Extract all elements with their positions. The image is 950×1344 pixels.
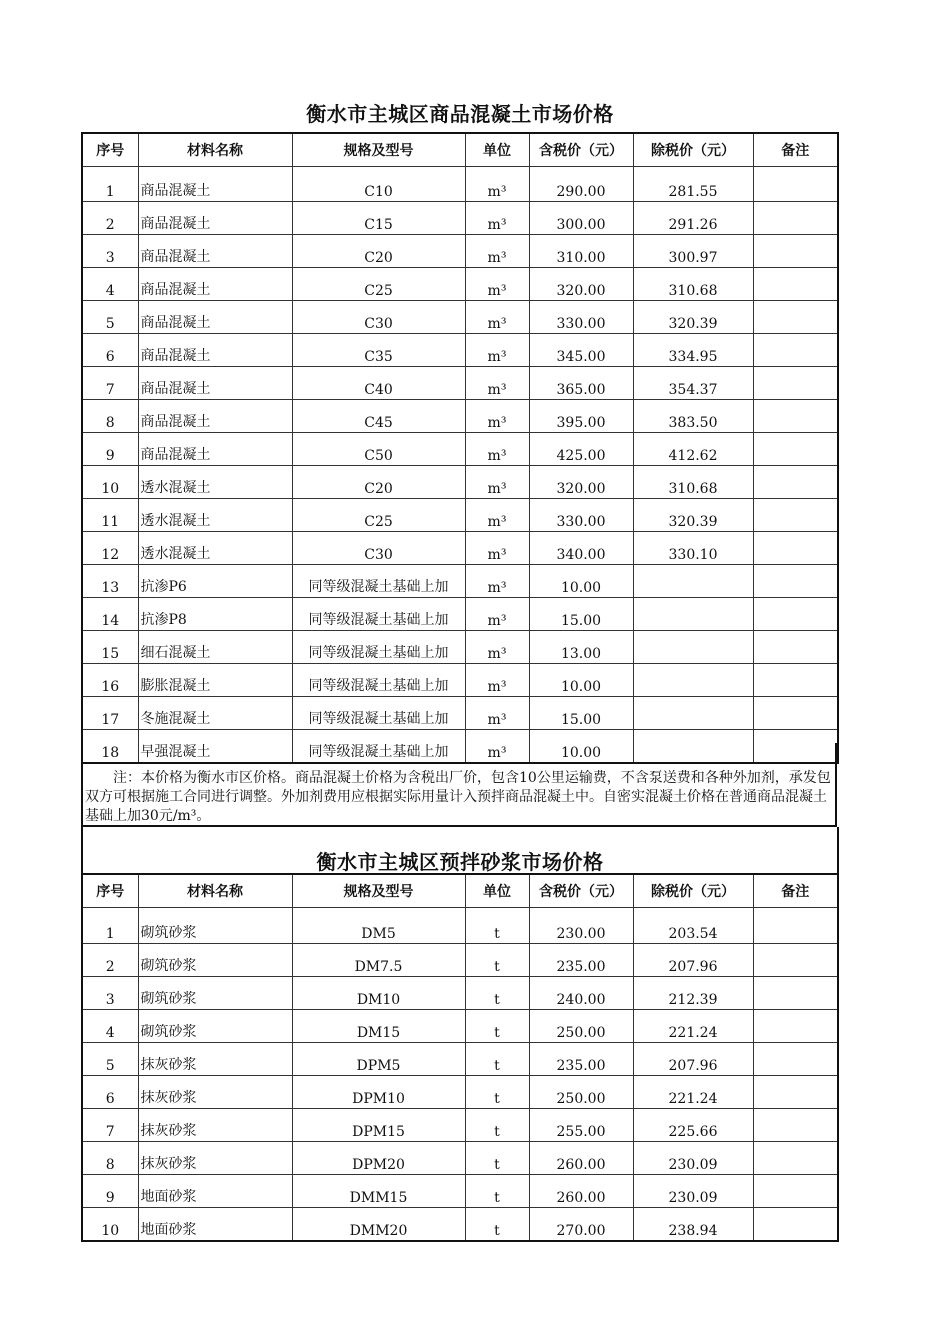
price-without-tax-cell [633,631,753,664]
remark-cell [753,400,838,433]
spec-model-cell: DM7.5 [292,944,465,977]
spec-model-cell: DPM15 [292,1109,465,1142]
price-with-tax-cell: 255.00 [529,1109,633,1142]
price-without-tax-cell: 230.09 [633,1142,753,1175]
header-no: 序号 [82,133,138,167]
mortar-table-body [82,908,838,1242]
header-note: 备注 [753,133,838,167]
unit-cell: m³ [465,565,529,598]
material-name-cell: 膨胀混凝土 [138,664,292,697]
unit-cell: t [465,1010,529,1043]
row-number-cell: 2 [82,202,138,235]
row-number-cell: 15 [82,631,138,664]
table-row [82,1175,838,1208]
material-name-cell: 细石混凝土 [138,631,292,664]
price-with-tax-cell: 235.00 [529,1043,633,1076]
row-number-cell: 4 [82,268,138,301]
mortar-price-table [81,873,839,1242]
table-row [82,268,838,301]
mortar-title-area [81,827,839,873]
price-without-tax-cell: 320.39 [633,301,753,334]
unit-cell: m³ [465,499,529,532]
row-number-cell: 6 [82,1076,138,1109]
price-without-tax-cell: 291.26 [633,202,753,235]
spec-model-cell: C25 [292,268,465,301]
material-name-cell: 商品混凝土 [138,334,292,367]
row-number-cell: 5 [82,1043,138,1076]
material-name-cell: 地面砂浆 [138,1208,292,1242]
row-number-cell: 5 [82,301,138,334]
remark-cell [753,908,838,944]
unit-cell: t [465,1208,529,1242]
material-name-cell: 早强混凝土 [138,730,292,764]
concrete-footnote: 注：本价格为衡水市区价格。商品混凝土价格为含税出厂价，包含10公里运输费，不含泵送费和各种外加剂，承发包双方可根据施工合同进行调整。外加剂费用应根据实际用量计入预拌商品混凝土中。自密实混凝土价格在普通商品混凝土基础上加30元/m³。 [81,743,837,827]
price-with-tax-cell: 310.00 [529,235,633,268]
row-number-cell: 10 [82,466,138,499]
price-with-tax-cell: 320.00 [529,268,633,301]
remark-cell [753,202,838,235]
material-name-cell: 砌筑砂浆 [138,1010,292,1043]
row-number-cell: 18 [82,730,138,764]
table-row [82,1043,838,1076]
price-without-tax-cell: 412.62 [633,433,753,466]
material-name-cell: 透水混凝土 [138,499,292,532]
row-number-cell: 14 [82,598,138,631]
unit-cell: m³ [465,598,529,631]
unit-cell: m³ [465,268,529,301]
row-number-cell: 17 [82,697,138,730]
spec-model-cell: 同等级混凝土基础上加 [292,631,465,664]
material-name-cell: 砌筑砂浆 [138,977,292,1010]
material-name-cell: 商品混凝土 [138,268,292,301]
concrete-header-row [82,133,838,167]
row-number-cell: 1 [82,908,138,944]
price-with-tax-cell: 365.00 [529,367,633,400]
remark-cell [753,1076,838,1109]
spec-model-cell: 同等级混凝土基础上加 [292,664,465,697]
remark-cell [753,532,838,565]
table-row [82,301,838,334]
material-name-cell: 砌筑砂浆 [138,908,292,944]
unit-cell: m³ [465,167,529,202]
spec-model-cell: C25 [292,499,465,532]
row-number-cell: 13 [82,565,138,598]
material-name-cell: 冬施混凝土 [138,697,292,730]
price-with-tax-cell: 15.00 [529,697,633,730]
material-name-cell: 抹灰砂浆 [138,1142,292,1175]
header-price-net: 除税价（元） [633,133,753,167]
spec-model-cell: C20 [292,466,465,499]
remark-cell [753,334,838,367]
table-row [82,433,838,466]
unit-cell: t [465,1142,529,1175]
material-name-cell: 地面砂浆 [138,1175,292,1208]
table-row [82,1142,838,1175]
price-with-tax-cell: 395.00 [529,400,633,433]
spec-model-cell: DMM15 [292,1175,465,1208]
unit-cell: m³ [465,697,529,730]
remark-cell [753,1208,838,1242]
remark-cell [753,944,838,977]
remark-cell [753,367,838,400]
spec-model-cell: DPM20 [292,1142,465,1175]
material-name-cell: 抗渗P6 [138,565,292,598]
table-row [82,235,838,268]
spec-model-cell: DM5 [292,908,465,944]
table-row [82,1208,838,1242]
price-with-tax-cell: 230.00 [529,908,633,944]
table-row [82,944,838,977]
unit-cell: m³ [465,400,529,433]
unit-cell: m³ [465,334,529,367]
price-without-tax-cell: 225.66 [633,1109,753,1142]
unit-cell: t [465,1109,529,1142]
spec-model-cell: DPM5 [292,1043,465,1076]
mortar-title: 衡水市主城区预拌砂浆市场价格 [316,850,604,874]
price-with-tax-cell: 15.00 [529,598,633,631]
price-without-tax-cell: 207.96 [633,944,753,977]
remark-cell [753,433,838,466]
header-unit: 单位 [465,874,529,908]
price-without-tax-cell: 238.94 [633,1208,753,1242]
spec-model-cell: C45 [292,400,465,433]
spec-model-cell: C35 [292,334,465,367]
remark-cell [753,664,838,697]
row-number-cell: 3 [82,977,138,1010]
price-without-tax-cell: 310.68 [633,466,753,499]
unit-cell: m³ [465,301,529,334]
table-row [82,598,838,631]
table-row [82,499,838,532]
row-number-cell: 11 [82,499,138,532]
unit-cell: m³ [465,466,529,499]
table-row [82,532,838,565]
price-with-tax-cell: 340.00 [529,532,633,565]
remark-cell [753,235,838,268]
remark-cell [753,565,838,598]
unit-cell: m³ [465,202,529,235]
row-number-cell: 7 [82,367,138,400]
price-without-tax-cell: 212.39 [633,977,753,1010]
unit-cell: t [465,1076,529,1109]
remark-cell [753,1043,838,1076]
price-without-tax-cell [633,664,753,697]
price-with-tax-cell: 10.00 [529,664,633,697]
row-number-cell: 7 [82,1109,138,1142]
header-note: 备注 [753,874,838,908]
spec-model-cell: C20 [292,235,465,268]
material-name-cell: 抹灰砂浆 [138,1109,292,1142]
material-name-cell: 商品混凝土 [138,235,292,268]
row-number-cell: 1 [82,167,138,202]
price-without-tax-cell: 230.09 [633,1175,753,1208]
unit-cell: t [465,1043,529,1076]
table-row [82,697,838,730]
remark-cell [753,977,838,1010]
price-without-tax-cell: 207.96 [633,1043,753,1076]
price-with-tax-cell: 260.00 [529,1175,633,1208]
header-name: 材料名称 [138,133,292,167]
price-with-tax-cell: 425.00 [529,433,633,466]
price-without-tax-cell: 281.55 [633,167,753,202]
header-price-tax: 含税价（元） [529,133,633,167]
material-name-cell: 商品混凝土 [138,433,292,466]
table-row [82,167,838,202]
table-row [82,466,838,499]
header-unit: 单位 [465,133,529,167]
unit-cell: m³ [465,631,529,664]
table-row [82,631,838,664]
material-name-cell: 商品混凝土 [138,400,292,433]
row-number-cell: 10 [82,1208,138,1242]
unit-cell: t [465,1175,529,1208]
price-with-tax-cell: 10.00 [529,730,633,764]
price-without-tax-cell [633,697,753,730]
row-number-cell: 8 [82,400,138,433]
spec-model-cell: DM15 [292,1010,465,1043]
material-name-cell: 抹灰砂浆 [138,1076,292,1109]
price-with-tax-cell: 250.00 [529,1076,633,1109]
header-spec: 规格及型号 [292,874,465,908]
material-name-cell: 抗渗P8 [138,598,292,631]
unit-cell: m³ [465,367,529,400]
price-without-tax-cell: 334.95 [633,334,753,367]
material-name-cell: 商品混凝土 [138,167,292,202]
table-row [82,565,838,598]
price-with-tax-cell: 300.00 [529,202,633,235]
price-with-tax-cell: 250.00 [529,1010,633,1043]
price-without-tax-cell [633,565,753,598]
table-row [82,334,838,367]
remark-cell [753,167,838,202]
row-number-cell: 8 [82,1142,138,1175]
price-without-tax-cell: 203.54 [633,908,753,944]
material-name-cell: 透水混凝土 [138,466,292,499]
price-with-tax-cell: 290.00 [529,167,633,202]
row-number-cell: 3 [82,235,138,268]
spec-model-cell: DM10 [292,977,465,1010]
price-without-tax-cell: 221.24 [633,1010,753,1043]
remark-cell [753,598,838,631]
unit-cell: t [465,944,529,977]
row-number-cell: 9 [82,1175,138,1208]
table-row [82,400,838,433]
unit-cell: m³ [465,433,529,466]
spec-model-cell: C40 [292,367,465,400]
remark-cell [753,499,838,532]
header-name: 材料名称 [138,874,292,908]
row-number-cell: 6 [82,334,138,367]
price-with-tax-cell: 260.00 [529,1142,633,1175]
row-number-cell: 9 [82,433,138,466]
price-without-tax-cell: 221.24 [633,1076,753,1109]
mortar-header-row [82,874,838,908]
row-number-cell: 4 [82,1010,138,1043]
table-row [82,1010,838,1043]
price-without-tax-cell: 383.50 [633,400,753,433]
header-price-net: 除税价（元） [633,874,753,908]
price-without-tax-cell: 330.10 [633,532,753,565]
remark-cell [753,1175,838,1208]
concrete-table-body [82,167,838,764]
remark-cell [753,1109,838,1142]
remark-cell [753,466,838,499]
spec-model-cell: C50 [292,433,465,466]
remark-cell [753,631,838,664]
concrete-price-table [81,132,839,764]
table-row [82,1109,838,1142]
material-name-cell: 透水混凝土 [138,532,292,565]
material-name-cell: 砌筑砂浆 [138,944,292,977]
spec-model-cell: C10 [292,167,465,202]
remark-cell [753,697,838,730]
price-with-tax-cell: 10.00 [529,565,633,598]
table-row [82,367,838,400]
table-row [82,977,838,1010]
price-without-tax-cell: 354.37 [633,367,753,400]
price-with-tax-cell: 270.00 [529,1208,633,1242]
price-with-tax-cell: 13.00 [529,631,633,664]
price-without-tax-cell [633,598,753,631]
spec-model-cell: C30 [292,532,465,565]
remark-cell [753,301,838,334]
material-name-cell: 商品混凝土 [138,301,292,334]
table-row [82,908,838,944]
row-number-cell: 16 [82,664,138,697]
price-without-tax-cell: 310.68 [633,268,753,301]
unit-cell: m³ [465,235,529,268]
material-name-cell: 抹灰砂浆 [138,1043,292,1076]
unit-cell: m³ [465,730,529,764]
price-without-tax-cell: 320.39 [633,499,753,532]
header-no: 序号 [82,874,138,908]
table-row [82,664,838,697]
spec-model-cell: 同等级混凝土基础上加 [292,730,465,764]
table-row [82,1076,838,1109]
unit-cell: t [465,908,529,944]
table-row [82,202,838,235]
spec-model-cell: 同等级混凝土基础上加 [292,697,465,730]
spec-model-cell: DMM20 [292,1208,465,1242]
unit-cell: m³ [465,532,529,565]
spec-model-cell: DPM10 [292,1076,465,1109]
price-with-tax-cell: 330.00 [529,499,633,532]
spec-model-cell: 同等级混凝土基础上加 [292,598,465,631]
remark-cell [753,1010,838,1043]
remark-cell [753,1142,838,1175]
header-spec: 规格及型号 [292,133,465,167]
price-without-tax-cell: 300.97 [633,235,753,268]
header-price-tax: 含税价（元） [529,874,633,908]
price-with-tax-cell: 320.00 [529,466,633,499]
concrete-title: 衡水市主城区商品混凝土市场价格 [306,102,614,126]
price-with-tax-cell: 240.00 [529,977,633,1010]
spec-model-cell: C30 [292,301,465,334]
remark-cell [753,268,838,301]
spec-model-cell: C15 [292,202,465,235]
price-with-tax-cell: 235.00 [529,944,633,977]
price-with-tax-cell: 345.00 [529,334,633,367]
price-with-tax-cell: 330.00 [529,301,633,334]
material-name-cell: 商品混凝土 [138,202,292,235]
row-number-cell: 2 [82,944,138,977]
unit-cell: t [465,977,529,1010]
row-number-cell: 12 [82,532,138,565]
unit-cell: m³ [465,664,529,697]
material-name-cell: 商品混凝土 [138,367,292,400]
spec-model-cell: 同等级混凝土基础上加 [292,565,465,598]
